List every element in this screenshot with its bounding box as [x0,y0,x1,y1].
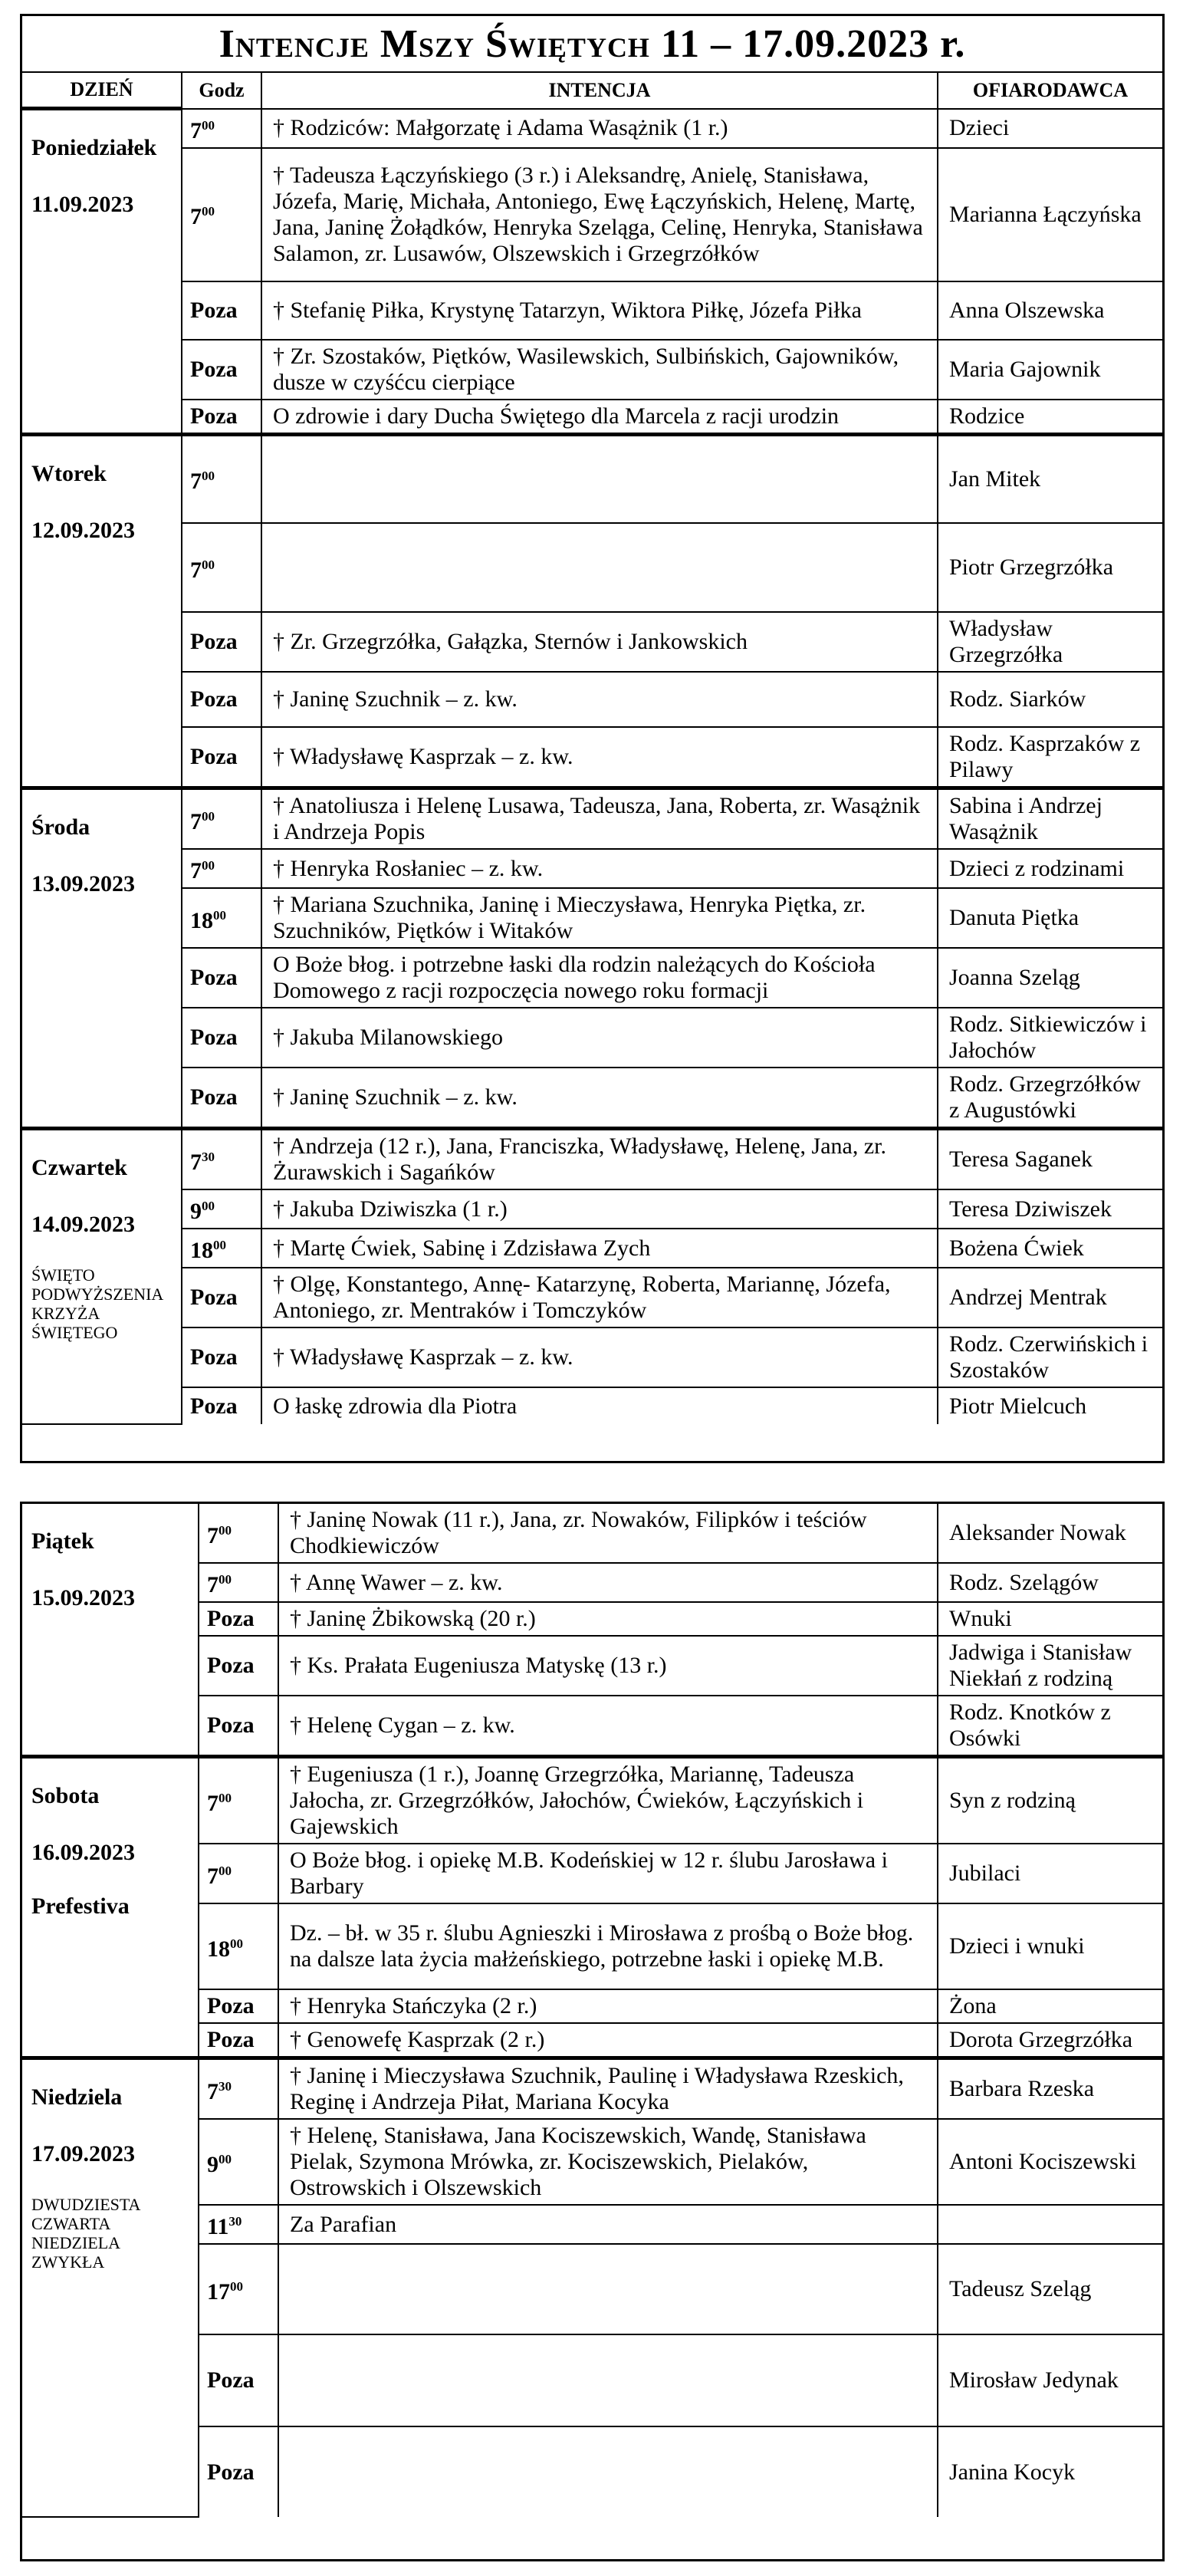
offerer-cell: Rodz. Siarków [938,672,1162,727]
table-row [22,109,1162,148]
schedule-body-1 [22,109,1162,1425]
offerer-cell: Barbara Rzeska [938,2058,1162,2120]
mass-hour [182,1387,261,1424]
schedule-body-2 [22,1504,1162,2517]
minute-value: 30 [202,1149,215,1164]
offerer-cell: Rodz. Sitkiewiczów i Jałochów [938,1008,1162,1068]
mass-hour [199,1903,278,1989]
intention-cell [278,2426,938,2517]
mass-hour [182,1008,261,1068]
hour-value: Poza [190,1084,238,1110]
table-row [22,400,1162,435]
table-row [22,788,1162,850]
minute-value: 00 [219,1790,232,1805]
schedule-page-1 [20,14,1165,1463]
intention-cell: † Mariana Szuchnika, Janinę i Mieczysława, Henryka Piętka, zr. Szuchników, Piętków i Witaków [261,888,938,948]
offerer-cell: Wnuki [938,1602,1162,1636]
hour-value: 7 [190,808,202,834]
day-cell [22,109,182,435]
offerer-cell: Aleksander Nowak [938,1504,1162,1563]
mass-hour [199,2023,278,2058]
hour-value: 7 [190,469,202,495]
offerer-cell: Teresa Dziwiszek [938,1189,1162,1229]
intention-cell: † Annę Wawer – z. kw. [278,1563,938,1602]
intention-cell: O Boże błog. i opiekę M.B. Kodeńskiej w 12 r. ślubu Jarosława i Barbary [278,1844,938,1903]
day-feast: DWUDZIESTA CZWARTA NIEDZIELA ZWYKŁA [31,2195,140,2272]
minute-value: 00 [230,2278,243,2294]
mass-hour [182,1268,261,1327]
minute-value: 00 [202,808,215,824]
minute-value: 00 [219,1572,232,1587]
table-row [22,1129,1162,1190]
offerer-cell: Rodz. Kasprzaków z Pilawy [938,727,1162,788]
intention-cell: † Helenę Cygan – z. kw. [278,1696,938,1757]
intention-cell: † Tadeusza Łączyńskiego (3 r.) i Aleksandrę, Anielę, Stanisława, Józefa, Marię, Michała, Antoniego, Ewę Łączyńskich, Helenę, Martę, Jana, Janinę Żołądków, Henryka Szeląga, Celinę, Henryka, Stanisława Salamon, zr. Lusawów, Olszewskich i Grzegrzółków [261,148,938,281]
minute-value: 30 [228,2214,242,2229]
intention-cell: † Janinę Szuchnik – z. kw. [261,1068,938,1129]
intention-cell: Dz. – bł. w 35 r. ślubu Agnieszki i Mirosława z prośbą o Boże błog. na dalsze lata życia małżeńskiego, potrzebne łaski i opiekę M.B. [278,1903,938,1989]
intention-cell: † Stefanię Piłka, Krystynę Tatarzyn, Wiktora Piłkę, Józefa Piłka [261,281,938,340]
day-name: Wtorek [31,460,107,486]
mass-hour [182,612,261,672]
mass-hour [182,400,261,435]
intention-cell: O zdrowie i dary Ducha Świętego dla Marcela z racji urodzin [261,400,938,435]
intention-cell [278,2244,938,2334]
mass-hour [182,148,261,281]
offerer-cell: Anna Olszewska [938,281,1162,340]
offerer-cell: Janina Kocyk [938,2426,1162,2517]
mass-hour [182,849,261,888]
schedule-page-2 [20,1502,1165,2561]
hour-value: Poza [190,1285,238,1310]
mass-hour [182,434,261,523]
mass-hour [199,2334,278,2426]
offerer-cell: Rodz. Grzegrzółków z Augustówki [938,1068,1162,1129]
intention-cell: † Janinę i Mieczysława Szuchnik, Paulinę i Władysława Rzeskich, Reginę i Andrzeja Piłat, Mariana Kocyka [278,2058,938,2120]
schedule-table-2 [22,1504,1162,2518]
table-row [22,672,1162,727]
minute-value: 00 [219,1863,232,1878]
table-row [22,281,1162,340]
mass-hour [182,948,261,1008]
offerer-cell: Danuta Piętka [938,888,1162,948]
intention-cell: Za Parafian [278,2205,938,2244]
minute-value: 00 [202,858,215,873]
mass-hour [199,1696,278,1757]
offerer-cell: Jubilaci [938,1844,1162,1903]
day-name: Środa [31,814,90,840]
day-name: Piątek [31,1528,94,1554]
offerer-cell: Maria Gajownik [938,340,1162,400]
table-row [22,523,1162,612]
hour-value: Poza [190,1025,238,1050]
hour-value: Poza [190,297,238,323]
day-date: 17.09.2023 [31,2141,135,2166]
hour-value: Poza [207,1712,255,1738]
hour-value: Poza [207,2459,255,2485]
offerer-cell: Sabina i Andrzej Wasążnik [938,788,1162,850]
hour-value: 17 [207,2278,230,2305]
hour-value: 7 [207,2078,219,2104]
intention-cell: † Janinę Nowak (11 r.), Jana, zr. Nowaków, Filipków i teściów Chodkiewiczów [278,1504,938,1563]
offerer-cell: Dzieci i wnuki [938,1903,1162,1989]
hour-value: Poza [190,403,238,429]
table-row [22,1008,1162,1068]
intention-cell [278,2334,938,2426]
title-dates: 11 – 17.09.2023 r. [660,21,966,66]
table-row [22,727,1162,788]
offerer-cell: Andrzej Mentrak [938,1268,1162,1327]
table-row [22,948,1162,1008]
hour-value: Poza [207,1606,255,1631]
intention-cell: † Helenę, Stanisława, Jana Kociszewskich, Wandę, Stanisława Pielak, Szymona Mrówka, zr. Kociszewskich, Pielaków, Ostrowskich i Olszewskich [278,2119,938,2205]
hour-value: 9 [207,2151,219,2177]
minute-value: 00 [202,204,215,219]
hour-value: Poza [190,629,238,654]
table-row [22,1068,1162,1129]
day-cell [22,788,182,1129]
hour-value: 18 [190,907,213,933]
page-title [22,16,1162,73]
hour-value: 7 [207,1790,219,1816]
intention-cell: † Władysławę Kasprzak – z. kw. [261,1327,938,1387]
offerer-cell: Władysław Grzegrzółka [938,612,1162,672]
mass-hour [182,1189,261,1229]
header-hour: Godz [182,73,261,109]
header-offerer: OFIARODAWCA [938,73,1162,109]
title-prefix: Intencje Mszy Świętych [219,21,650,66]
mass-hour [199,2244,278,2334]
offerer-cell: Teresa Saganek [938,1129,1162,1190]
hour-value: 18 [207,1936,230,1962]
intention-cell: † Władysławę Kasprzak – z. kw. [261,727,938,788]
intention-cell: O łaskę zdrowia dla Piotra [261,1387,938,1424]
mass-hour [199,1504,278,1563]
day-date: 15.09.2023 [31,1585,135,1610]
day-feast: Prefestiva [31,1893,130,1919]
offerer-cell: Jan Mitek [938,434,1162,523]
day-feast: ŚWIĘTO PODWYŻSZENIA KRZYŻA ŚWIĘTEGO [31,1265,163,1342]
intention-cell: † Ks. Prałata Eugeniusza Matyskę (13 r.) [278,1636,938,1696]
day-cell [22,434,182,788]
minute-value: 00 [230,1936,243,1951]
hour-value: 7 [207,1863,219,1889]
table-row [22,612,1162,672]
mass-hour [199,1989,278,2023]
day-cell [22,1129,182,1425]
mass-hour [182,1129,261,1190]
hour-value: 7 [190,1149,202,1175]
intention-cell: † Andrzeja (12 r.), Jana, Franciszka, Władysławę, Helenę, Jana, zr. Żurawskich i Sagańków [261,1129,938,1190]
table-row [22,1757,1162,1844]
day-name: Sobota [31,1783,100,1808]
offerer-cell: Jadwiga i Stanisław Niekłań z rodziną [938,1636,1162,1696]
schedule-table-1 [22,73,1162,1425]
offerer-cell: Dorota Grzegrzółka [938,2023,1162,2058]
hour-value: Poza [190,965,238,990]
intention-cell [261,434,938,523]
day-date: 12.09.2023 [31,517,135,543]
offerer-cell: Syn z rodziną [938,1757,1162,1844]
offerer-cell: Piotr Grzegrzółka [938,523,1162,612]
mass-hour [182,1229,261,1268]
hour-value: Poza [207,1993,255,2018]
offerer-cell: Marianna Łączyńska [938,148,1162,281]
minute-value: 00 [219,1522,232,1538]
table-row [22,340,1162,400]
mass-hour [199,2119,278,2205]
hour-value: Poza [207,2367,255,2393]
table-row [22,1504,1162,1563]
mass-hour [182,1327,261,1387]
mass-hour [182,340,261,400]
day-date: 14.09.2023 [31,1212,135,1237]
hour-value: 7 [207,1522,219,1548]
mass-hour [182,727,261,788]
intention-cell: † Janinę Żbikowską (20 r.) [278,1602,938,1636]
hour-value: Poza [190,744,238,769]
header-day: DZIEŃ [22,73,182,109]
intention-cell: † Olgę, Konstantego, Annę- Katarzynę, Roberta, Mariannę, Józefa, Antoniego, zr. Mentraków i Tomczyków [261,1268,938,1327]
table-row [22,1189,1162,1229]
offerer-cell: Dzieci z rodzinami [938,849,1162,888]
day-date: 11.09.2023 [31,192,134,217]
table-row [22,148,1162,281]
intention-cell: † Martę Ćwiek, Sabinę i Zdzisława Zych [261,1229,938,1268]
mass-hour [199,1844,278,1903]
offerer-cell: Rodzice [938,400,1162,435]
hour-value: 7 [190,204,202,229]
offerer-cell: Antoni Kociszewski [938,2119,1162,2205]
hour-value: 7 [190,858,202,883]
offerer-cell: Mirosław Jedynak [938,2334,1162,2426]
table-row [22,1327,1162,1387]
intention-cell: † Henryka Stańczyka (2 r.) [278,1989,938,2023]
header-intention: INTENCJA [261,73,938,109]
intention-cell: † Zr. Grzegrzółka, Gałązka, Sternów i Jankowskich [261,612,938,672]
table-row [22,2058,1162,2120]
day-name: Niedziela [31,2084,123,2110]
minute-value: 00 [202,557,215,572]
day-name: Czwartek [31,1155,127,1180]
offerer-cell [938,2205,1162,2244]
minute-value: 00 [213,1238,226,1252]
mass-hour [182,281,261,340]
mass-hour [199,1563,278,1602]
minute-value: 00 [219,2151,232,2166]
day-cell [22,1504,199,1757]
hour-value: 7 [207,1572,219,1597]
offerer-cell: Rodz. Czerwińskich i Szostaków [938,1327,1162,1387]
hour-value: 18 [190,1238,213,1263]
day-cell [22,1757,199,2058]
offerer-cell: Bożena Ćwiek [938,1229,1162,1268]
intention-cell: † Eugeniusza (1 r.), Joannę Grzegrzółka, Mariannę, Tadeusza Jałocha, zr. Grzegrzółków, Jałochów, Ćwieków, Łączyńskich i Gajewskich [278,1757,938,1844]
mass-hour [182,523,261,612]
mass-hour [199,2426,278,2517]
intention-cell: O Boże błog. i potrzebne łaski dla rodzin należących do Kościoła Domowego z racji rozpoczęcia nowego roku formacji [261,948,938,1008]
table-row [22,434,1162,523]
day-name: Poniedziałek [31,135,157,160]
offerer-cell: Piotr Mielcuch [938,1387,1162,1424]
offerer-cell: Rodz. Szelągów [938,1563,1162,1602]
mass-hour [199,1636,278,1696]
hour-value: Poza [207,2027,255,2052]
offerer-cell: Tadeusz Szeląg [938,2244,1162,2334]
hour-value: Poza [190,1344,238,1370]
minute-value: 00 [202,1199,215,1213]
offerer-cell: Dzieci [938,109,1162,148]
hour-value: Poza [207,1653,255,1678]
hour-value: 7 [190,117,202,143]
hour-value: Poza [190,686,238,712]
minute-value: 00 [213,907,226,923]
mass-hour [182,788,261,850]
offerer-cell: Rodz. Knotków z Osówki [938,1696,1162,1757]
minute-value: 00 [202,117,215,133]
intention-cell: † Janinę Szuchnik – z. kw. [261,672,938,727]
hour-value: 9 [190,1199,202,1224]
day-cell [22,2058,199,2518]
mass-hour [199,2058,278,2120]
intention-cell: † Anatoliusza i Helenę Lusawa, Tadeusza, Jana, Roberta, zr. Wasążnik i Andrzeja Popis [261,788,938,850]
table-row [22,1268,1162,1327]
day-date: 13.09.2023 [31,871,135,897]
intention-cell: † Jakuba Milanowskiego [261,1008,938,1068]
intention-cell: † Zr. Szostaków, Piętków, Wasilewskich, Sulbińskich, Gajowników, dusze w czyśćcu cierpiące [261,340,938,400]
intention-cell: † Rodziców: Małgorzatę i Adama Wasążnik (1 r.) [261,109,938,148]
intention-cell: † Genowefę Kasprzak (2 r.) [278,2023,938,2058]
offerer-cell: Żona [938,1989,1162,2023]
minute-value: 30 [219,2078,232,2094]
mass-hour [182,109,261,148]
table-row [22,1387,1162,1424]
hour-value: 11 [207,2214,229,2239]
mass-hour [182,1068,261,1129]
hour-value: Poza [190,1393,238,1419]
mass-hour [182,888,261,948]
day-date: 16.09.2023 [31,1840,135,1865]
offerer-cell: Joanna Szeląg [938,948,1162,1008]
intention-cell: † Jakuba Dziwiszka (1 r.) [261,1189,938,1229]
table-row [22,849,1162,888]
intention-cell: † Henryka Rosłaniec – z. kw. [261,849,938,888]
hour-value: Poza [190,356,238,382]
mass-hour [182,672,261,727]
hour-value: 7 [190,557,202,583]
table-row [22,1229,1162,1268]
table-row [22,888,1162,948]
mass-hour [199,1602,278,1636]
intention-cell [261,523,938,612]
mass-hour [199,2205,278,2244]
minute-value: 00 [202,469,215,484]
mass-hour [199,1757,278,1844]
